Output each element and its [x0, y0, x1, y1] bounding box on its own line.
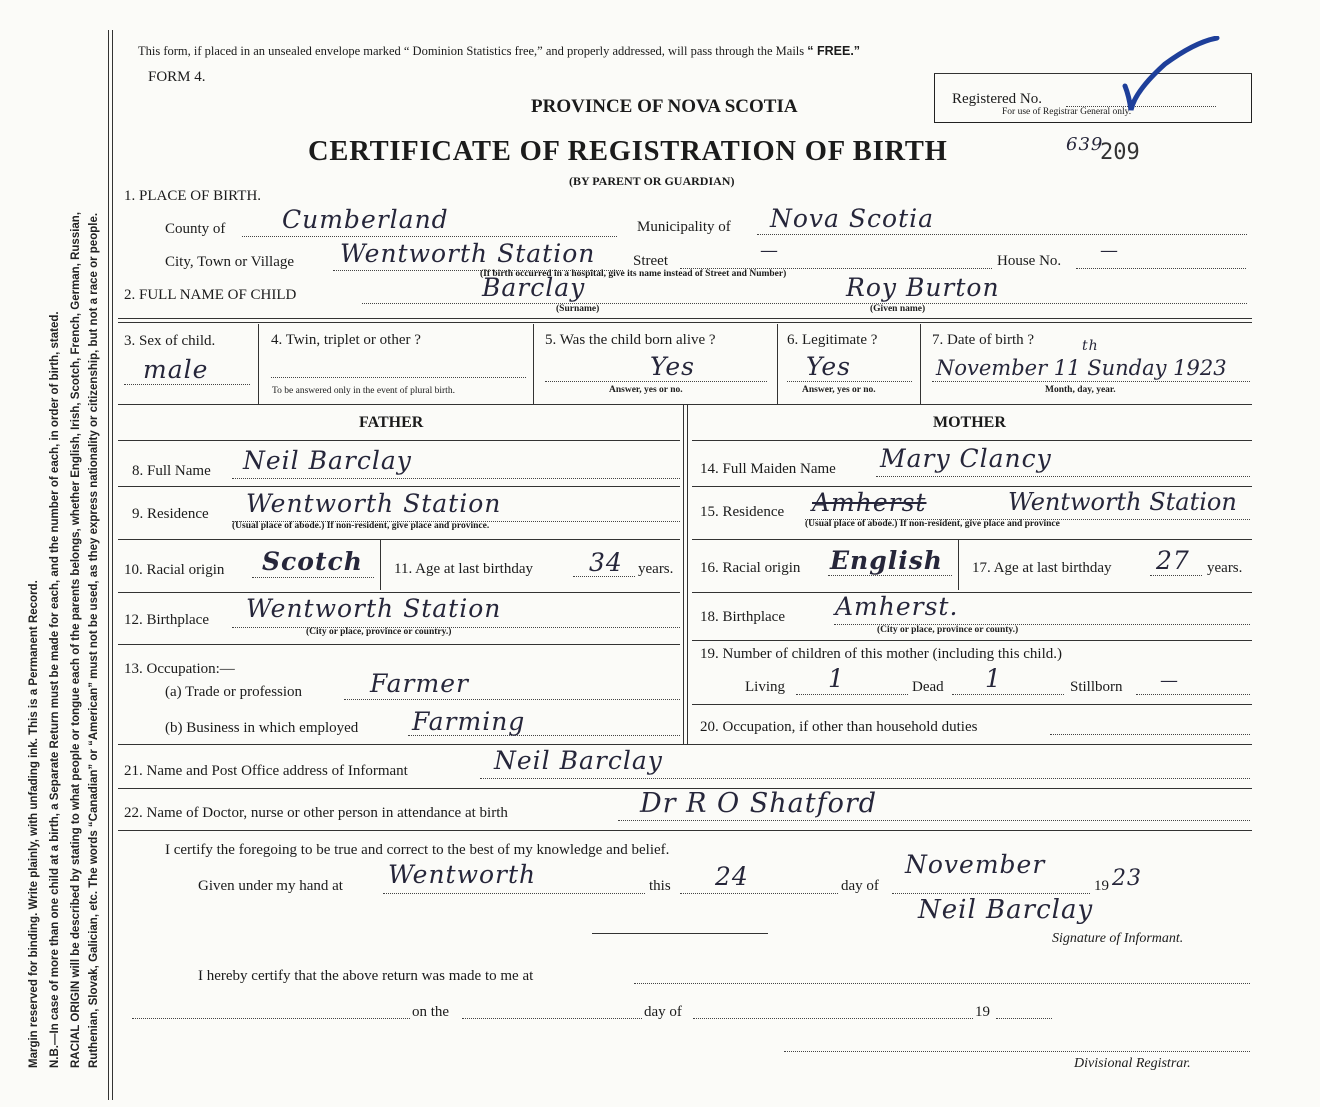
mother-birthplace-label: 18. Birthplace [700, 609, 785, 625]
stillborn-label: Stillborn [1070, 679, 1123, 695]
stillborn-value: — [1160, 670, 1179, 691]
mother-racial-label: 16. Racial origin [700, 560, 801, 576]
mother-residence-label: 15. Residence [700, 504, 785, 520]
sex-value: male [143, 355, 209, 384]
divisional-registrar-label: Divisional Registrar. [1074, 1056, 1191, 1071]
street-value: — [760, 240, 779, 261]
born-alive-note: Answer, yes or no. [609, 385, 683, 395]
father-name-value: Neil Barclay [243, 446, 412, 475]
father-residence-value: Wentworth Station [246, 489, 502, 518]
father-heading: FATHER [359, 414, 424, 431]
registration-number-handwritten: 639 [1066, 134, 1104, 155]
father-age-value: 34 [589, 548, 623, 577]
informant-value: Neil Barclay [494, 746, 663, 775]
born-alive-label: 5. Was the child born alive ? [545, 332, 716, 348]
mother-name-label: 14. Full Maiden Name [700, 461, 836, 477]
mother-city-note: (City or place, province or county.) [877, 625, 1019, 635]
registrar-certify-label: I hereby certify that the above return was made to me at [198, 968, 534, 984]
father-residence-label: 9. Residence [132, 506, 209, 522]
dead-label: Dead [912, 679, 944, 695]
mother-residence-struck: Amherst [812, 488, 927, 517]
checkmark-icon [1115, 36, 1225, 116]
legitimate-note: Answer, yes or no. [802, 385, 876, 395]
given-under-hand-label: Given under my hand at [198, 878, 343, 894]
year-prefix-label: 19 [1094, 878, 1109, 894]
trade-value: Farmer [370, 669, 469, 698]
house-no-value: — [1100, 240, 1119, 261]
date-of-birth-label: 7. Date of birth ? [932, 332, 1035, 348]
father-birthplace-value: Wentworth Station [246, 594, 502, 623]
this-label: this [649, 878, 671, 894]
surname-note: (Surname) [556, 304, 600, 314]
municipality-value: Nova Scotia [770, 204, 935, 233]
father-abode-note: (Usual place of abode.) If non-resident, give place and province. [232, 521, 490, 531]
margin-note-binding: Margin reserved for binding. Write plainly, with unfading ink. This is a Permanent Record. [28, 580, 40, 1068]
sex-label: 3. Sex of child. [124, 333, 216, 349]
date-of-birth-value: November 11 Sunday 1923 [936, 356, 1227, 380]
signature-label: Signature of Informant. [1052, 931, 1184, 946]
children-count-label: 19. Number of children of this mother (including this child.) [700, 646, 1063, 662]
margin-note-plural-birth: N.B.—In case of more than one child at a birth, a Separate Return must be made for each, and the number of each, in order of birth, stated. [49, 311, 61, 1068]
doctor-label: 22. Name of Doctor, nurse or other person in attendance at birth [124, 805, 508, 821]
place-of-birth-label: 1. PLACE OF BIRTH. [124, 188, 262, 204]
given-name-note: (Given name) [870, 304, 926, 314]
year-prefix-label-2: 19 [975, 1004, 990, 1020]
informant-label: 21. Name and Post Office address of Informant [124, 763, 408, 779]
margin-note-racial-origin-2: Ruthenian, Slovak, Galician, etc. The words “Canadian” or “American” must not be used, as they express nationality or citizenship, but not a race or people. [88, 212, 100, 1068]
father-name-label: 8. Full Name [132, 463, 211, 479]
twin-label: 4. Twin, triplet or other ? [271, 332, 421, 348]
father-racial-label: 10. Racial origin [124, 562, 225, 578]
informant-signature: Neil Barclay [918, 895, 1094, 925]
day-of-label-2: day of [644, 1004, 682, 1020]
registration-number: 209 [1100, 140, 1140, 165]
margin-note-racial-origin: RACIAL ORIGIN will be described by stating to what people or tongue each of the parents belongs, whether English, Irish, Scotch, French, German, Russian, [70, 211, 82, 1068]
twin-note: To be answered only in the event of plural birth. [272, 386, 455, 396]
registrar-note: For use of Registrar General only. [1002, 107, 1132, 117]
living-label: Living [745, 679, 785, 695]
given-at-value: Wentworth [388, 860, 537, 889]
mother-abode-note: (Usual place of abode.) If non-resident, give place and province [805, 519, 1060, 529]
legitimate-label: 6. Legitimate ? [787, 332, 878, 348]
mother-birthplace-value: Amherst. [835, 592, 959, 621]
mother-years-label: years. [1207, 560, 1243, 576]
father-city-note: (City or place, province or country.) [306, 627, 452, 637]
given-name-value: Roy Burton [846, 273, 1000, 302]
date-of-birth-note: Month, day, year. [1045, 385, 1116, 395]
certify-statement: I certify the foregoing to be true and correct to the best of my knowledge and belief. [165, 842, 670, 858]
mother-name-value: Mary Clancy [880, 444, 1052, 473]
full-name-label: 2. FULL NAME OF CHILD [124, 287, 297, 303]
trade-label: (a) Trade or profession [165, 684, 303, 700]
form-number: FORM 4. [148, 69, 206, 85]
occupation-label: 13. Occupation:— [124, 661, 235, 677]
business-label: (b) Business in which employed [165, 720, 359, 736]
mother-age-value: 27 [1156, 546, 1190, 575]
father-racial-value: Scotch [262, 547, 363, 576]
mother-heading: MOTHER [933, 414, 1006, 431]
given-month-value: November [905, 850, 1046, 879]
city-label: City, Town or Village [165, 254, 295, 270]
born-alive-value: Yes [650, 352, 695, 381]
doctor-value: Dr R O Shatford [640, 788, 878, 819]
living-value: 1 [828, 664, 845, 693]
mother-racial-value: English [830, 546, 943, 575]
county-value: Cumberland [282, 205, 449, 234]
mother-occupation-label: 20. Occupation, if other than household duties [700, 719, 978, 735]
municipality-label: Municipality of [637, 219, 731, 235]
father-age-label: 11. Age at last birthday [394, 561, 533, 577]
business-value: Farming [412, 707, 526, 736]
city-value: Wentworth Station [340, 239, 596, 268]
given-day-value: 24 [715, 862, 749, 891]
surname-value: Barclay [482, 273, 586, 302]
county-label: County of [165, 221, 226, 237]
father-birthplace-label: 12. Birthplace [124, 612, 209, 628]
mother-residence-value: Wentworth Station [1008, 488, 1237, 516]
mail-notice: This form, if placed in an unsealed envelope marked “ Dominion Statistics free,” and properly addressed, will pass through the Mails “ FREE.” [138, 44, 861, 58]
certificate-title: CERTIFICATE OF REGISTRATION OF BIRTH [308, 136, 948, 167]
street-label: Street [633, 253, 668, 269]
date-of-birth-suffix: th [1082, 338, 1099, 354]
registered-no-label: Registered No. [952, 91, 1042, 107]
legitimate-value: Yes [806, 352, 851, 381]
on-the-label: on the [412, 1004, 450, 1020]
certificate-subtitle: (BY PARENT OR GUARDIAN) [569, 174, 735, 188]
day-of-label: day of [841, 878, 879, 894]
father-years-label: years. [638, 561, 674, 577]
dead-value: 1 [985, 664, 1002, 693]
mother-age-label: 17. Age at last birthday [972, 560, 1112, 576]
province-heading: PROVINCE OF NOVA SCOTIA [531, 96, 798, 117]
hospital-note: (If birth occurred in a hospital, give its name instead of Street and Number) [480, 269, 787, 279]
given-year-value: 23 [1112, 866, 1142, 891]
house-no-label: House No. [997, 253, 1062, 269]
